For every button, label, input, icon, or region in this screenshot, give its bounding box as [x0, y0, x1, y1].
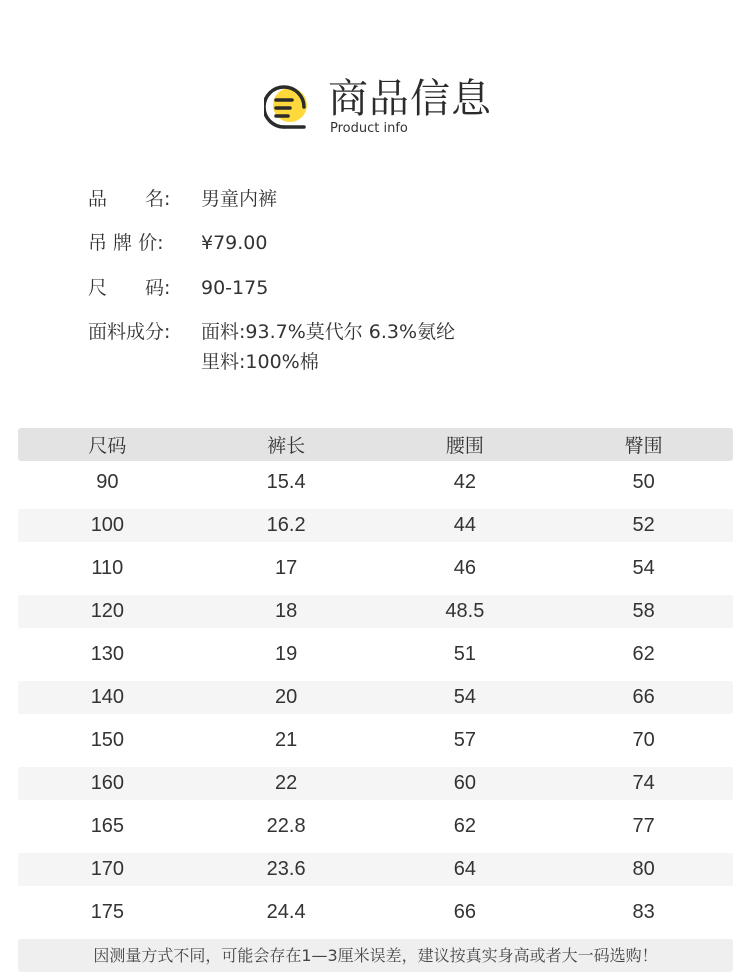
cell-size: 140	[90, 686, 125, 708]
cell-waist: 57	[453, 729, 476, 751]
row-cells	[18, 600, 733, 623]
table-row	[18, 848, 733, 891]
cell-waist: 62	[453, 815, 476, 837]
cell-hip: 54	[632, 557, 655, 579]
cell-waist: 66	[453, 901, 476, 923]
cell-length: 22	[275, 772, 298, 794]
cell-length: 18	[275, 600, 298, 622]
cell-size: 160	[90, 772, 125, 794]
row-cells	[18, 772, 733, 795]
cell-waist: 42	[453, 471, 476, 493]
table-header	[18, 428, 733, 461]
cell-waist: 60	[453, 772, 476, 794]
cell-length: 24.4	[266, 901, 306, 923]
row-cells	[18, 901, 733, 924]
size-table	[18, 428, 733, 934]
table-row	[18, 762, 733, 805]
cell-size: 130	[90, 643, 125, 665]
info-row-price	[88, 228, 267, 258]
cell-hip: 58	[632, 600, 655, 622]
header-waist: 腰围	[445, 435, 484, 457]
table-row	[18, 461, 733, 504]
cell-waist: 51	[453, 643, 476, 665]
material-value	[201, 317, 455, 377]
row-cells	[18, 471, 733, 494]
info-row-material	[88, 317, 455, 377]
table-body	[18, 461, 733, 934]
price-value: ¥79.00	[201, 232, 268, 254]
name-value: 男童内裤	[201, 188, 278, 210]
table-row	[18, 676, 733, 719]
name-label: 品 名:	[88, 188, 171, 210]
header-length: 裤长	[267, 435, 306, 457]
cell-length: 21	[275, 729, 298, 751]
table-row	[18, 547, 733, 590]
row-cells	[18, 686, 733, 709]
cell-hip: 74	[632, 772, 655, 794]
cell-hip: 50	[632, 471, 655, 493]
section-header	[264, 76, 504, 140]
cell-waist: 44	[453, 514, 476, 536]
table-row	[18, 805, 733, 848]
table-row	[18, 891, 733, 934]
cell-size: 120	[90, 600, 125, 622]
size-label: 尺 码:	[88, 277, 171, 299]
table-row	[18, 633, 733, 676]
material-label: 面料成分:	[88, 321, 171, 343]
cell-length: 22.8	[266, 815, 306, 837]
header-hip: 臀围	[624, 435, 663, 457]
cell-size: 150	[90, 729, 125, 751]
cell-length: 23.6	[266, 858, 306, 880]
cell-waist: 64	[453, 858, 476, 880]
cell-size: 90	[96, 471, 119, 493]
cell-hip: 80	[632, 858, 655, 880]
cell-hip: 66	[632, 686, 655, 708]
info-row-size	[88, 273, 268, 303]
cell-size: 100	[90, 514, 125, 536]
page-title: 商品信息	[328, 76, 492, 122]
cell-size: 175	[90, 901, 125, 923]
cell-size: 170	[90, 858, 125, 880]
cell-length: 17	[275, 557, 298, 579]
table-row	[18, 504, 733, 547]
header-size: 尺码	[88, 435, 127, 457]
row-cells	[18, 729, 733, 752]
table-row	[18, 719, 733, 762]
cell-hip: 52	[632, 514, 655, 536]
page-subtitle: Product info	[330, 121, 408, 136]
material-line-outer: 面料:93.7%莫代尔 6.3%氨纶	[201, 321, 456, 343]
cell-hip: 83	[632, 901, 655, 923]
row-cells	[18, 643, 733, 666]
cell-waist: 54	[453, 686, 476, 708]
cell-size: 165	[90, 815, 125, 837]
cell-hip: 77	[632, 815, 655, 837]
measurement-note: 因测量方式不同，可能会存在1—3厘米误差，建议按真实身高或者大一码选购！	[18, 939, 733, 972]
size-value: 90-175	[201, 277, 269, 299]
row-cells	[18, 514, 733, 537]
cell-size: 110	[91, 557, 124, 579]
info-row-name	[88, 184, 277, 214]
cell-hip: 62	[632, 643, 655, 665]
material-line-lining: 里料:100%棉	[201, 351, 319, 373]
cell-length: 19	[275, 643, 298, 665]
row-cells	[18, 815, 733, 838]
table-row	[18, 590, 733, 633]
cell-length: 20	[275, 686, 298, 708]
price-label: 吊 牌 价:	[88, 232, 164, 254]
row-cells	[18, 557, 733, 580]
row-cells	[18, 858, 733, 881]
cell-length: 15.4	[266, 471, 306, 493]
cell-hip: 70	[632, 729, 655, 751]
cell-length: 16.2	[266, 514, 306, 536]
product-info-icon	[264, 83, 312, 131]
cell-waist: 46	[453, 557, 476, 579]
cell-waist: 48.5	[445, 600, 485, 622]
